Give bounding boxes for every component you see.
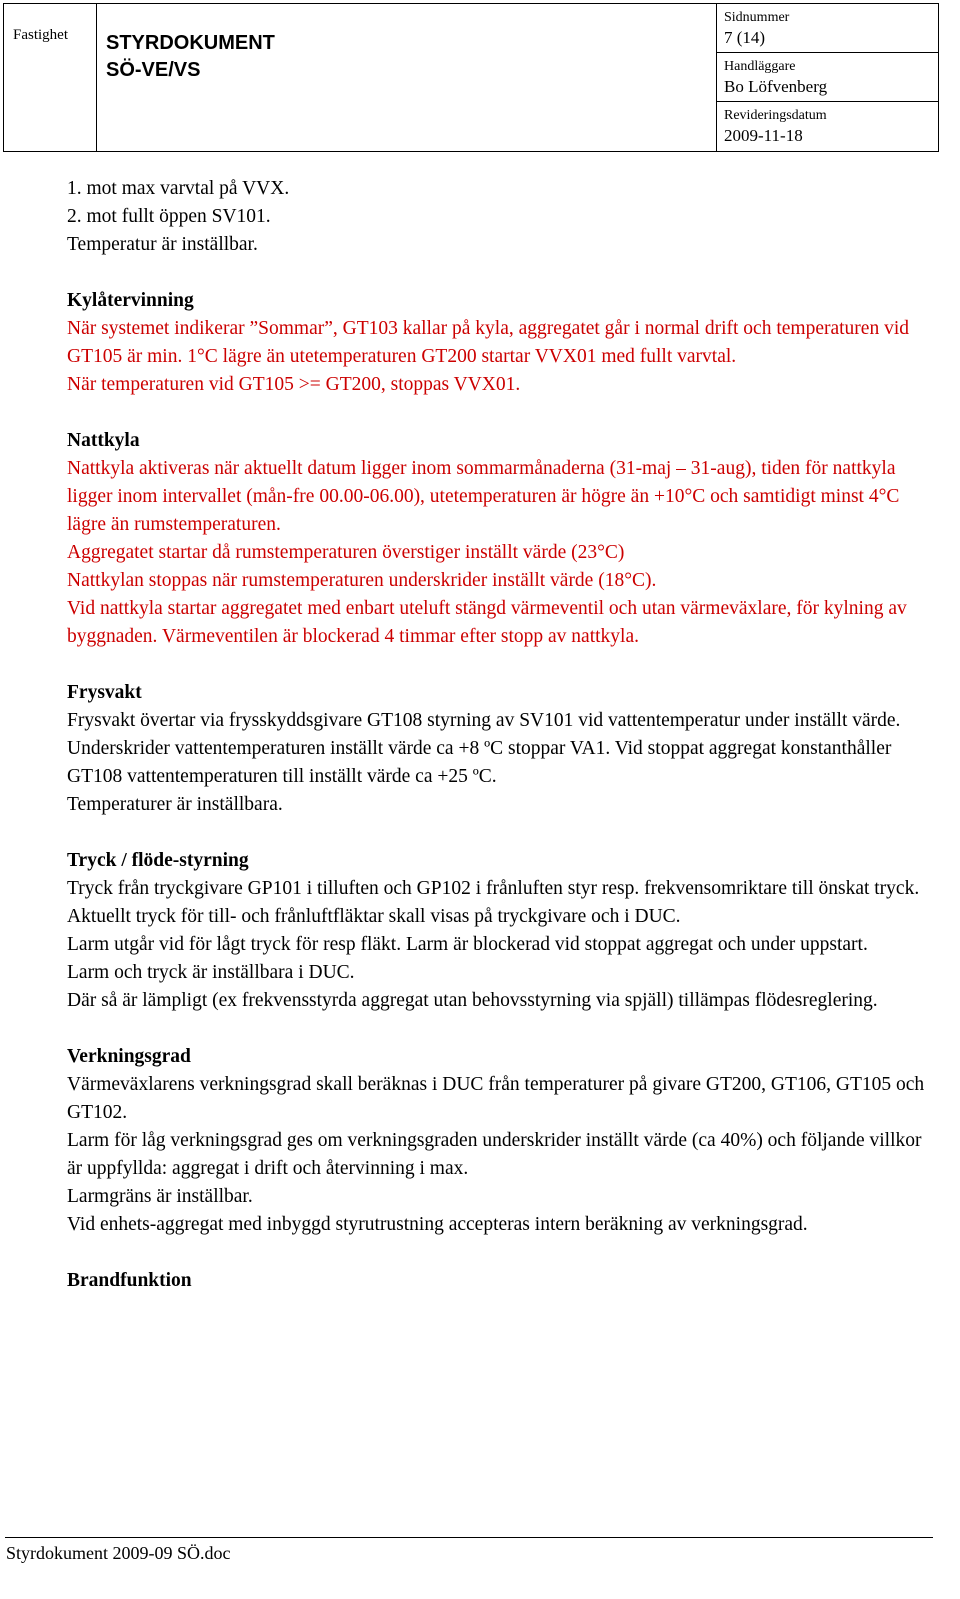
verkningsgrad-paragraph-2: Larm för låg verkningsgrad ges om verkningsgraden underskrider inställt värde (ca 40%) och följande villkor är uppfyllda: aggregat i drift och återvinning i max. [67, 1130, 922, 1179]
title-cell [97, 4, 717, 151]
section-heading-verkningsgrad: Verkningsgrad [67, 1046, 191, 1067]
revision-cell [717, 102, 938, 151]
property-label: Fastighet [13, 27, 68, 43]
tryck-paragraph-2: Aktuellt tryck för till- och frånluftfläktar skall visas på tryckgivare och i DUC. [67, 906, 681, 927]
section-heading-frysvakt: Frysvakt [67, 682, 142, 703]
tryck-paragraph-3: Larm utgår vid för lågt tryck för resp fläkt. Larm är blockerad vid stoppat aggregat och under uppstart. [67, 934, 868, 955]
intro-line-2: 2. mot fullt öppen SV101. [67, 206, 271, 227]
document-code: SÖ-VE/VS [106, 59, 201, 81]
page-number-cell [717, 4, 938, 53]
kylatervinning-paragraph-2: När temperaturen vid GT105 >= GT200, stoppas VVX01. [67, 374, 521, 395]
document-header [3, 3, 939, 152]
frysvakt-paragraph-3: Temperaturer är inställbara. [67, 794, 283, 815]
tryck-paragraph-5: Där så är lämpligt (ex frekvensstyrda aggregat utan behovsstyrning via spjäll) tillämpas flödesreglering. [67, 990, 878, 1011]
nattkyla-paragraph-4a: Vid nattkyla startar aggregatet med enbart uteluft stängd värmeventil och utan värmeväxlare, för kylning av byggnaden. [67, 598, 907, 647]
page-number-label: Sidnummer [724, 10, 790, 25]
tryck-paragraph-4: Larm och tryck är inställbara i DUC. [67, 962, 355, 983]
nattkyla-paragraph-2: Aggregatet startar då rumstemperaturen överstiger inställt värde (23°C) [67, 542, 625, 563]
verkningsgrad-paragraph-1: Värmeväxlarens verkningsgrad skall beräknas i DUC från temperaturer på givare GT200, GT106, GT105 och GT102. [67, 1074, 925, 1123]
page-number-value: 7 (14) [724, 28, 766, 47]
property-cell [4, 4, 97, 151]
revision-value: 2009-11-18 [724, 126, 803, 145]
intro-line-3: Temperatur är inställbar. [67, 234, 258, 255]
verkningsgrad-paragraph-4: Vid enhets-aggregat med inbyggd styrutrustning accepteras intern beräkning av verkningsgrad. [67, 1214, 808, 1235]
handler-cell [717, 53, 938, 102]
document-body [67, 175, 937, 1295]
nattkyla-paragraph-1: Nattkyla aktiveras när aktuellt datum ligger inom sommarmånaderna (31-maj – 31-aug), tiden för nattkyla ligger inom intervallet (mån-fre 00.00-06.00), utetemperaturen är högre än +10°C och samtidigt minst 4°C lägre än rumstemperaturen. [67, 458, 900, 535]
verkningsgrad-paragraph-3: Larmgräns är inställbar. [67, 1186, 253, 1207]
frysvakt-paragraph-1: Frysvakt övertar via frysskyddsgivare GT108 styrning av SV101 vid vattentemperatur under inställt värde. [67, 710, 901, 731]
section-heading-brandfunktion: Brandfunktion [67, 1270, 192, 1291]
section-heading-tryck: Tryck / flöde-styrning [67, 850, 249, 871]
nattkyla-paragraph-4 [67, 595, 937, 651]
frysvakt-paragraph-2: Underskrider vattentemperaturen inställt värde ca +8 ºC stoppar VA1. Vid stoppat aggregat konstanthåller GT108 vattentemperaturen till inställt värde ca +25 ºC. [67, 738, 892, 787]
intro-line-1: 1. mot max varvtal på VVX. [67, 178, 290, 199]
handler-label: Handläggare [724, 59, 796, 74]
footer-filename: Styrdokument 2009-09 SÖ.doc [6, 1543, 231, 1563]
nattkyla-paragraph-4b: Värmeventilen är blockerad 4 timmar efter stopp av nattkyla. [157, 626, 639, 647]
footer-divider [5, 1537, 933, 1538]
handler-value: Bo Löfvenberg [724, 77, 828, 96]
nattkyla-paragraph-3: Nattkylan stoppas när rumstemperaturen underskrider inställt värde (18°C). [67, 570, 657, 591]
section-heading-kylatervinning: Kylåtervinning [67, 290, 194, 311]
document-type: STYRDOKUMENT [106, 32, 275, 54]
kylatervinning-paragraph-1: När systemet indikerar ”Sommar”, GT103 kallar på kyla, aggregatet går i normal drift och temperaturen vid GT105 är min. 1°C lägre än utetemperaturen GT200 startar VVX01 med fullt varvtal. [67, 318, 909, 367]
section-heading-nattkyla: Nattkyla [67, 430, 140, 451]
meta-cells [717, 4, 938, 151]
tryck-paragraph-1: Tryck från tryckgivare GP101 i tilluften och GP102 i frånluften styr resp. frekvensomriktare till önskat tryck. [67, 878, 920, 899]
document-title [106, 30, 275, 84]
revision-label: Revideringsdatum [724, 108, 827, 123]
